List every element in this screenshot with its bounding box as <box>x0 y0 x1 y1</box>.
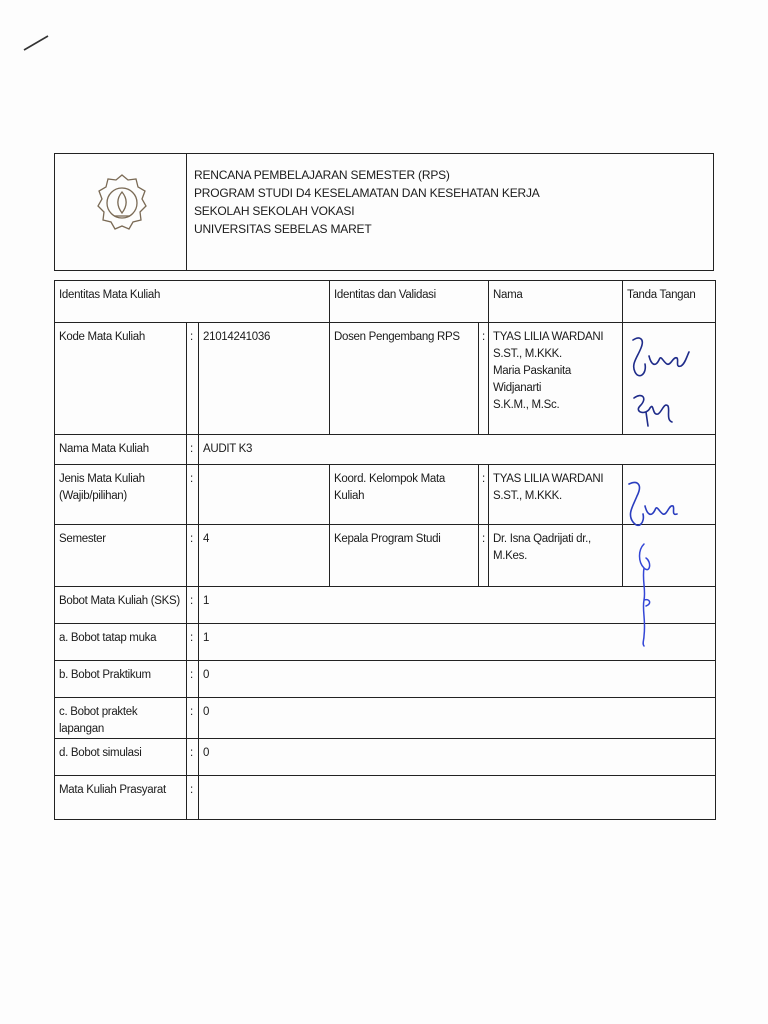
bobot-tatap-label: a. Bobot tatap muka <box>55 624 187 661</box>
prasyarat-value <box>199 776 716 820</box>
bobot-sks-value: 1 <box>199 587 716 624</box>
bobot-lapangan-label: c. Bobot praktek lapangan <box>55 698 187 739</box>
jenis-label-line1: Jenis Mata Kuliah <box>59 473 145 485</box>
table-row-kode <box>55 323 716 435</box>
header-line-university: UNIVERSITAS SEBELAS MARET <box>194 222 372 236</box>
colon: : <box>187 661 199 698</box>
bobot-tatap-value: 1 <box>199 624 716 661</box>
koord-title: S.ST., M.KKK. <box>493 490 562 502</box>
colon: : <box>187 698 199 739</box>
semester-value: 4 <box>199 525 330 587</box>
prasyarat-label: Mata Kuliah Prasyarat <box>55 776 187 820</box>
colon: : <box>479 465 489 525</box>
bobot-praktikum-label: b. Bobot Praktikum <box>55 661 187 698</box>
colon: : <box>187 776 199 820</box>
colon: : <box>187 624 199 661</box>
colon: : <box>187 323 199 435</box>
kaprodi-title: M.Kes. <box>493 550 527 562</box>
nama-mk-value: AUDIT K3 <box>199 435 716 465</box>
colon: : <box>187 465 199 525</box>
dosen-pengembang-names <box>489 323 623 435</box>
table-row-bobot-sks <box>55 587 716 624</box>
table-row-bobot-praktikum <box>55 661 716 698</box>
colon: : <box>187 435 199 465</box>
table-row-jenis <box>55 465 716 525</box>
colon: : <box>187 587 199 624</box>
dosen-name-2: Maria Paskanita Widjanarti <box>493 365 571 394</box>
header-line-rps: RENCANA PEMBELAJARAN SEMESTER (RPS) <box>194 168 450 182</box>
bobot-lapangan-value: 0 <box>199 698 716 739</box>
colon: : <box>479 323 489 435</box>
colon: : <box>187 739 199 776</box>
dosen-pengembang-label: Dosen Pengembang RPS <box>330 323 479 435</box>
jenis-label-line2: (Wajib/pilihan) <box>59 490 127 502</box>
koord-label: Koord. Kelompok Mata Kuliah <box>330 465 479 525</box>
document-header <box>54 153 714 271</box>
nama-mk-label: Nama Mata Kuliah <box>55 435 187 465</box>
signature-cell <box>623 323 716 435</box>
colon: : <box>187 525 199 587</box>
rps-table <box>54 280 716 820</box>
table-row-semester <box>55 525 716 587</box>
header-line-school: SEKOLAH SEKOLAH VOKASI <box>194 204 355 218</box>
kaprodi-name: Dr. Isna Qadrijati dr., <box>493 533 591 545</box>
kode-label: Kode Mata Kuliah <box>55 323 187 435</box>
koord-names <box>489 465 623 525</box>
header-title-block <box>194 166 540 238</box>
table-row-nama <box>55 435 716 465</box>
dosen-title-1: S.ST., M.KKK. <box>493 348 562 360</box>
jenis-label <box>55 465 187 525</box>
table-row-bobot-simulasi <box>55 739 716 776</box>
dosen-title-2: S.K.M., M.Sc. <box>493 399 560 411</box>
semester-label: Semester <box>55 525 187 587</box>
header-identitas-mk: Identitas Mata Kuliah <box>55 281 330 323</box>
pen-mark <box>22 34 50 52</box>
kaprodi-names <box>489 525 623 587</box>
bobot-simulasi-label: d. Bobot simulasi <box>55 739 187 776</box>
header-line-program: PROGRAM STUDI D4 KESELAMATAN DAN KESEHATAN KERJA <box>194 186 540 200</box>
bobot-simulasi-value: 0 <box>199 739 716 776</box>
signature-cell <box>623 465 716 525</box>
colon: : <box>479 525 489 587</box>
header-nama: Nama <box>489 281 623 323</box>
bobot-praktikum-value: 0 <box>199 661 716 698</box>
bobot-sks-label: Bobot Mata Kuliah (SKS) <box>55 587 187 624</box>
dosen-name-1: TYAS LILIA WARDANI <box>493 331 604 343</box>
kaprodi-label: Kepala Program Studi <box>330 525 479 587</box>
jenis-value <box>199 465 330 525</box>
header-identitas-validasi: Identitas dan Validasi <box>330 281 489 323</box>
logo-cell <box>55 154 187 270</box>
signature-cell <box>623 525 716 587</box>
table-header-row <box>55 281 716 323</box>
kode-value: 21014241036 <box>199 323 330 435</box>
header-tanda-tangan: Tanda Tangan <box>623 281 716 323</box>
table-row-prasyarat <box>55 776 716 820</box>
table-row-bobot-lapangan <box>55 698 716 739</box>
table-row-bobot-tatap-muka <box>55 624 716 661</box>
university-seal-icon <box>93 172 151 236</box>
koord-name: TYAS LILIA WARDANI <box>493 473 604 485</box>
